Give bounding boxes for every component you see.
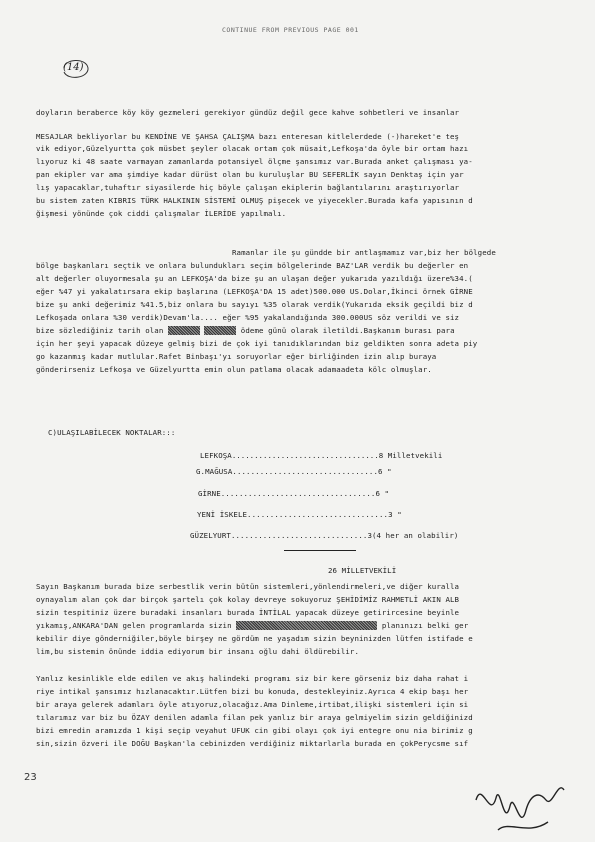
target-value: 6 ": [378, 467, 392, 476]
text-line: bizi emredin aramızda 1 kişi seçip veyahut UFUK cin gibi olayı çok iyi entegre onu nia birimiz g: [36, 726, 473, 735]
text-line: go kazanmış kadar mutlular.Rafet Binbaşı'yı soruyorlar eğer birliğinden izin alıp buraya: [36, 352, 437, 361]
text-line: bu sistem zaten KIBRIS TÜRK HALKININ SİSTEMİ OLMUŞ pişecek ve yiyecekler.Burada kafa yapısının d: [36, 196, 473, 205]
text-line: lış yapacaklar,tuhaftır siyasilerde hiç böyle çalışan ekiplerin bağlantılarını araştırıyorlar: [36, 183, 460, 192]
target-row: YENİ İSKELE...............................3 ": [197, 510, 402, 519]
text-line: Ramanlar ile şu gündde bir antlaşmamız var,biz her bölgede: [232, 248, 496, 257]
page-number: 23: [24, 772, 37, 783]
redacted-block: [236, 621, 377, 630]
target-value: 3 ": [388, 510, 402, 519]
text-line: ğişmesi yönünde çok ciddi çalışmalar İLERİDE yapılmalı.: [36, 209, 287, 218]
text-line: alt değerler oluyormesala şu an LEFKOŞA'da bize şu an ulaşan değer yukarıda yazıldığı üzere%34.(: [36, 274, 473, 283]
text-line: MESAJLAR bekliyorlar bu KENDİNE VE ŞAHSA ÇALIŞMA bazı enteresan kitlelerdede (-)hareket'e teş: [36, 132, 460, 141]
text-line: pan ekipler var ama şimdiye kadar dürüst olan bu kuruluşlar BU SEFERLİK sayın Denktaş için yar: [36, 170, 464, 179]
text-line: vik ediyor,Güzelyurtta çok müsbet şeyler olacak ortam çok müsait,Lefkoşa'da öyle bir ortam hazı: [36, 144, 469, 153]
text-segment: ödeme günü olarak iletildi.Başkanım burası para: [240, 326, 455, 335]
target-name: GİRNE: [198, 489, 221, 498]
text-line: oynayalım alan çok dar birçok şartelı çok kolay devreye sokuyoruz ŞEHİDİMİZ RAHMETLİ AKIN ALB: [36, 595, 460, 604]
target-row: LEFKOŞA.................................8 Milletvekili: [200, 451, 443, 460]
text-line: gönderirseniz Lefkoşa ve Güzelyurtta emin olun patlama olacak adamaadeta kölc olmuşlar.: [36, 365, 432, 374]
text-line: Yanlız kesinlikle elde edilen ve akış halindeki programı siz bir kere görseniz biz daha rahat i: [36, 674, 469, 683]
text-line: Sayın Başkanım burada bize serbestlik verin bütün sistemleri,yönlendirmeleri,ve diğer kuralla: [36, 582, 460, 591]
text-line: sin,sizin özveri ile DOĞU Başkan'la cebinizden verdiğiniz miktarlarla burada en çokPerycsme sıf: [36, 739, 469, 748]
text-line: lim,bu sistemin önünde iddia ediyorum bir insanı oğlu dahi öldürebilir.: [36, 647, 360, 656]
signature-icon: [468, 760, 578, 840]
target-name: G.MAĞUSA: [196, 467, 233, 476]
target-value: 8 Milletvekili: [378, 451, 443, 460]
page-header: CONTINUE FROM PREVIOUS PAGE 001: [222, 26, 359, 34]
sum-rule: [284, 550, 356, 551]
text-segment: yıkamış,ANKARA'DAN gelen programlarda sizin: [36, 621, 232, 630]
text-line: bir araya gelerek adamları öyle atıyoruz,olacağız.Ama Dinleme,irtibat,ilişki sistemleri için si: [36, 700, 469, 709]
text-line: Lefkoşada onlara %30 verdik)Devam'la.... eğer %95 yakalandığında 300.000US söz verildi ve siz: [36, 313, 460, 322]
text-line: için her şeyi yapacak düzeye gelmiş bizi de çok iyi tanıdıklarından biz geldikten sonra adeta piy: [36, 339, 478, 348]
text-line: sizin tespitiniz üzere buradaki insanları burada İNTİLAL yapacak düzeye getirircesine beyinle: [36, 608, 460, 617]
target-value: 6 ": [375, 489, 390, 498]
text-line: lıyoruz ki 48 saate varmayan zamanlarda potansiyel ölçme şansımız var.Burada anket çalışması ya-: [36, 157, 473, 166]
target-value: 3(4 her an olabilir): [367, 531, 459, 540]
target-name: YENİ İSKELE: [197, 510, 248, 519]
text-line: kebilir diye gönderniğiler,böyle birşey ne gördüm ne yaşadım sizin beyninizden lütfen istifade e: [36, 634, 473, 643]
target-row: GİRNE..................................6 ": [198, 489, 390, 498]
total-line: 26 MİLLETVEKİLİ: [328, 566, 397, 575]
text-line: bölge başkanları seçtik ve onlara bulundukları seçim bölgelerinde BAZ'LAR verdik bu değerler en: [36, 261, 469, 270]
redacted-block: [204, 326, 236, 335]
text-line: tılarımız var biz bu ÖZAY denilen adamla filan pek yanlız bir araya gelmiyelim sizin geldiğinizd: [36, 713, 473, 722]
section-title: C)ULAŞILABİLECEK NOKTALAR:::: [48, 428, 176, 437]
redacted-block: [168, 326, 200, 335]
page-mark: [58, 54, 92, 84]
text-line: [36, 326, 455, 335]
text-segment: bize sözlediğiniz tarih olan: [36, 326, 164, 335]
text-line: eğer %47 yi yakalatırsara ekip başlarına (LEFKOŞA'DA 15 adet)500.000 US.Dolar,İkinci örnek GİRNE: [36, 287, 473, 296]
text-line: doyların beraberce köy köy gezmeleri gerekiyor gündüz değil gece kahve sohbetleri ve insanlar: [36, 108, 460, 117]
text-line: bize şu anki değerimiz %41.5,biz onlara bu sayıyı %35 olarak verdik(Yukarıda eksik geçildi biz d: [36, 300, 473, 309]
target-name: LEFKOŞA: [200, 451, 232, 460]
text-line: [36, 621, 468, 630]
text-segment: planınızı belki ger: [381, 621, 469, 630]
target-row: GÜZELYURT..............................3(4 her an olabilir): [190, 531, 459, 540]
target-row: G.MAĞUSA................................6 ": [196, 467, 392, 476]
text-line: riye intikal şansımız hızlanacaktır.Lütfen bizi bu konuda, destekleyiniz.Ayrıca 4 ekip başı her: [36, 687, 469, 696]
target-name: GÜZELYURT: [190, 531, 231, 540]
page-mark-text: (14): [63, 62, 84, 73]
